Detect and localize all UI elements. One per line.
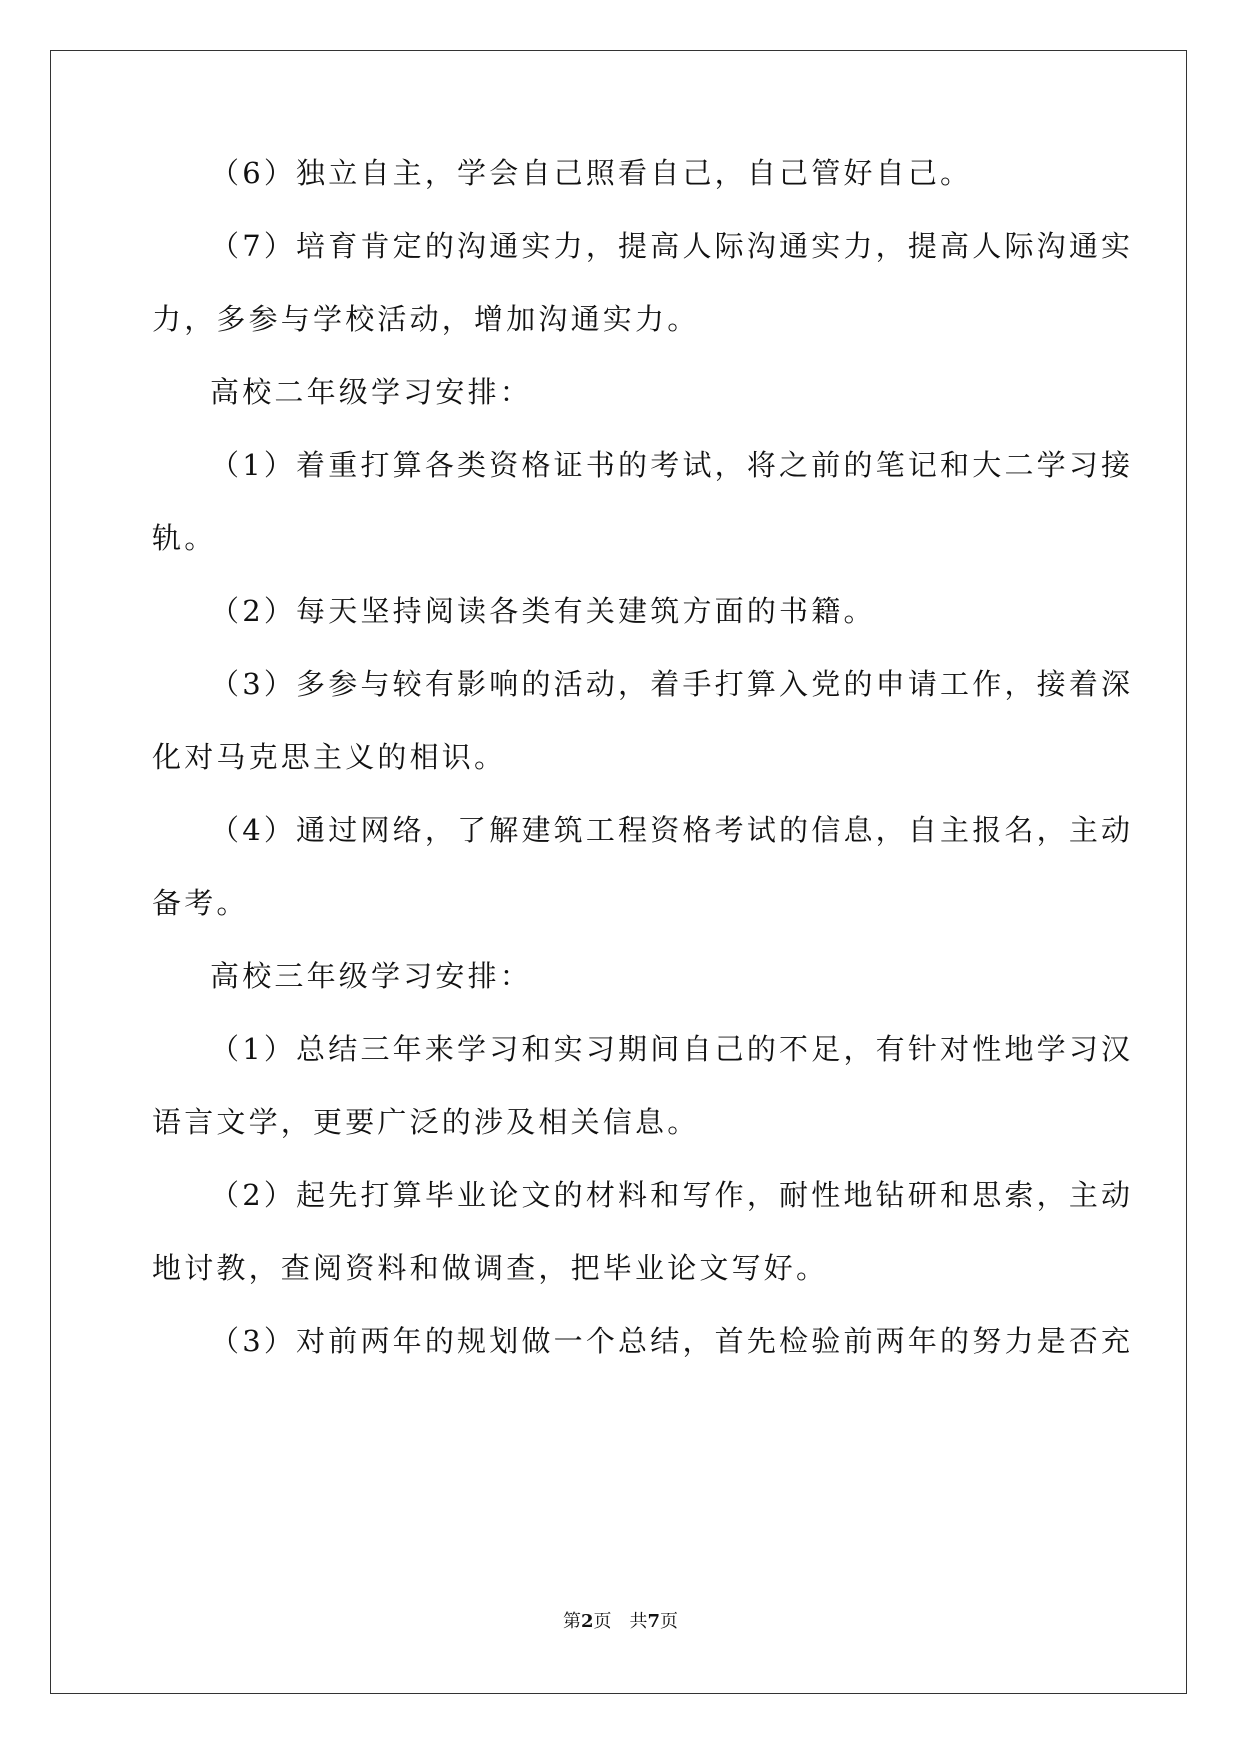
text-line: （4）通过网络，了解建筑工程资格考试的信息，自主报名，主动 xyxy=(210,813,1134,847)
section-heading: 高校三年级学习安排： xyxy=(210,959,533,993)
text-line: （2）每天坚持阅读各类有关建筑方面的书籍。 xyxy=(210,594,876,628)
text-line: 轨。 xyxy=(152,521,217,555)
page-border xyxy=(50,50,1187,1694)
current-page-number: 2 xyxy=(580,1611,594,1632)
text-line: （3）多参与较有影响的活动，着手打算入党的申请工作，接着深 xyxy=(210,667,1134,701)
text-line: （2）起先打算毕业论文的材料和写作，耐性地钻研和思索，主动 xyxy=(210,1178,1134,1212)
text-line: （3）对前两年的规划做一个总结，首先检验前两年的努力是否充 xyxy=(210,1324,1134,1358)
total-page-number: 7 xyxy=(647,1611,661,1632)
text-line: 化对马克思主义的相识。 xyxy=(152,740,507,774)
text-line: （1）总结三年来学习和实习期间自己的不足，有针对性地学习汉 xyxy=(210,1032,1134,1066)
text-line: （1）着重打算各类资格证书的考试，将之前的笔记和大二学习接 xyxy=(210,448,1134,482)
section-heading: 高校二年级学习安排： xyxy=(210,375,533,409)
footer-prefix: 第 xyxy=(562,1611,581,1632)
text-line: 语言文学，更要广泛的涉及相关信息。 xyxy=(152,1105,700,1139)
text-line: 地讨教，查阅资料和做调查，把毕业论文写好。 xyxy=(152,1251,829,1285)
footer-middle: 页 共 xyxy=(593,1611,648,1632)
text-line: 力，多参与学校活动，增加沟通实力。 xyxy=(152,302,700,336)
footer-suffix: 页 xyxy=(660,1611,679,1632)
text-line: （6）独立自主，学会自己照看自己，自己管好自己。 xyxy=(210,156,973,190)
text-line: 备考。 xyxy=(152,886,249,920)
text-line: （7）培育肯定的沟通实力，提高人际沟通实力，提高人际沟通实 xyxy=(210,229,1134,263)
page-footer xyxy=(0,1610,1241,1634)
